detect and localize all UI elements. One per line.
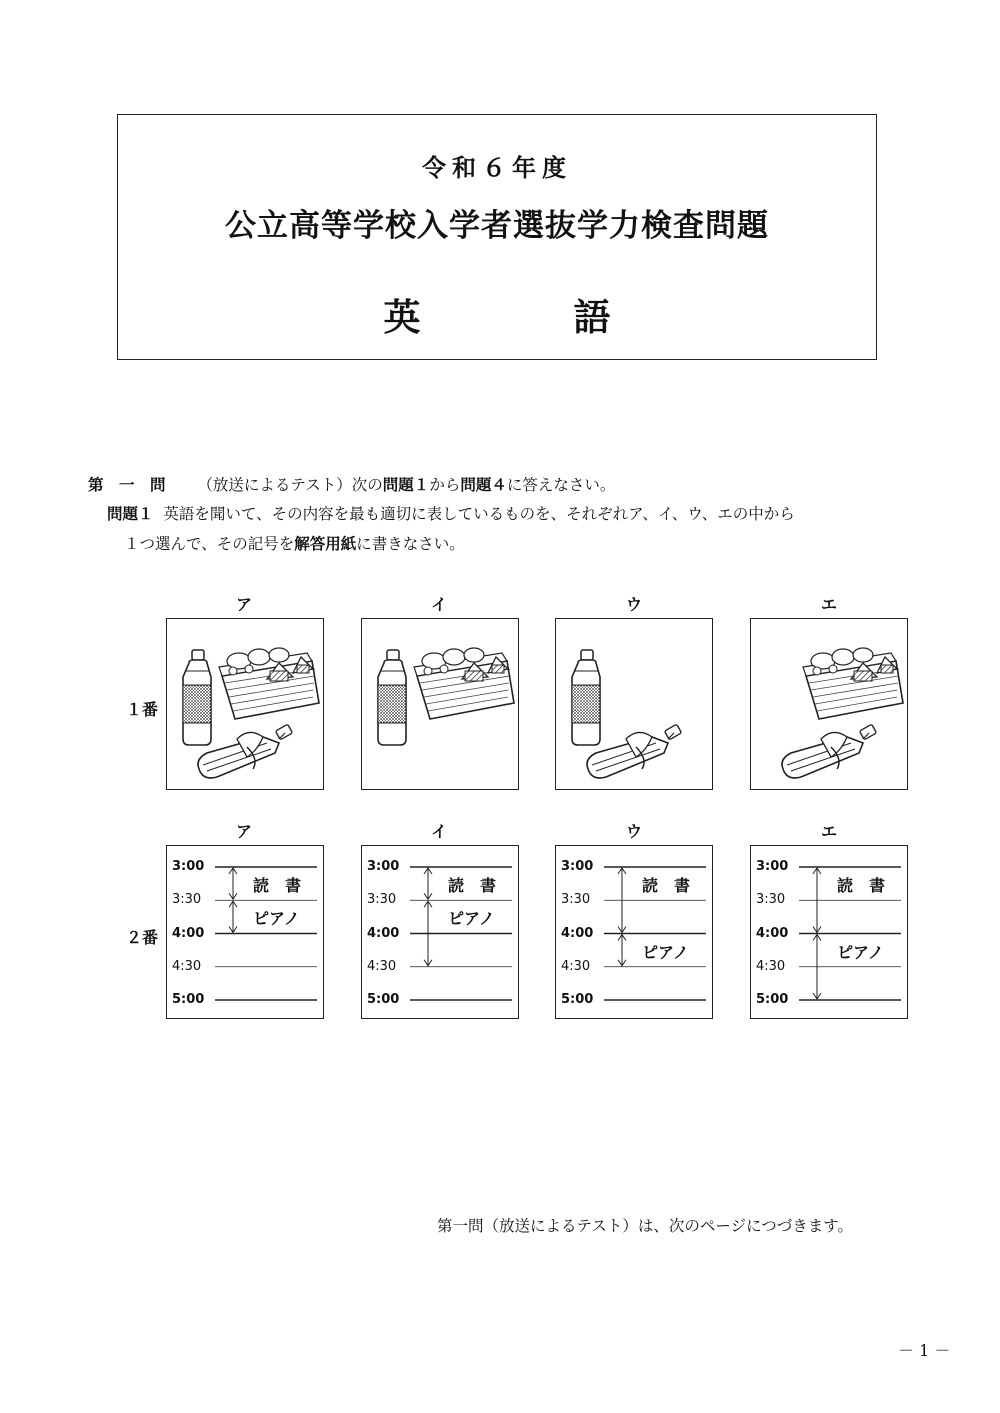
piano-label: ピアノ: [253, 909, 300, 929]
title-box: [117, 114, 877, 360]
water-bottle-icon: [183, 650, 211, 745]
q2-schedule-panel-e: [750, 845, 908, 1019]
instruction-pre: 次の: [351, 476, 383, 494]
piano-label: ピアノ: [448, 909, 495, 929]
choice-label-e-row1: エ: [820, 595, 837, 614]
water-bottle-icon: [572, 650, 600, 745]
instruction-mid: から: [429, 476, 461, 494]
time-label: 4:00: [172, 925, 205, 941]
section-heading-line: [88, 474, 615, 496]
choice-label-a-row1: ア: [235, 595, 252, 614]
problem1-label: 問題１: [107, 505, 154, 523]
choice-label-e-row2: エ: [820, 822, 837, 841]
water-bottle-icon: [378, 650, 406, 745]
answer-sheet-term: 解答用紙: [294, 535, 357, 553]
choice-label-u-row1: ウ: [625, 595, 642, 614]
instruction-post: に答えなさい。: [506, 476, 616, 494]
folded-umbrella-icon: [782, 724, 877, 778]
time-label: 4:00: [561, 925, 594, 941]
folded-umbrella-icon: [198, 724, 293, 778]
piano-label: ピアノ: [642, 942, 689, 962]
time-label: 3:30: [561, 892, 591, 908]
instruction-bold-2: 問題４: [460, 476, 507, 494]
problem1-text2-post: に書きなさい。: [356, 535, 465, 553]
problem1-line1: [107, 503, 795, 525]
time-label: 4:30: [756, 958, 786, 974]
problem1-line2: [124, 533, 465, 555]
question1-label: １番: [126, 700, 159, 719]
time-label: 3:00: [367, 859, 400, 874]
piano-label: ピアノ: [837, 942, 884, 962]
time-label: 5:00: [367, 992, 400, 1007]
q2-schedule-panel-u: [555, 845, 713, 1019]
time-label: 4:30: [561, 958, 591, 974]
q1-panel-e: [750, 618, 908, 790]
folded-umbrella-icon: [587, 724, 682, 778]
time-label: 4:30: [367, 958, 397, 974]
time-label: 3:00: [561, 859, 594, 874]
reading-label: 読 書: [253, 876, 302, 895]
reading-duration-arrow: [229, 868, 237, 899]
problem1-text2-pre: １つ選んで、その記号を: [124, 535, 295, 553]
piano-duration-arrow: [229, 901, 237, 932]
choice-label-i-row1: イ: [430, 595, 447, 614]
reading-label: 読 書: [837, 876, 886, 895]
time-label: 4:00: [756, 925, 789, 941]
subject-title: 英 語: [383, 296, 669, 339]
time-label: 4:00: [367, 925, 400, 941]
piano-duration-arrow: [618, 935, 626, 966]
choice-label-u-row2: ウ: [625, 822, 642, 841]
section-heading-note: （放送によるテスト）: [197, 476, 352, 494]
choice-label-i-row2: イ: [430, 822, 447, 841]
time-label: 3:30: [367, 892, 397, 908]
section-heading: 第 一 問: [88, 476, 166, 494]
bento-basket-icon: [219, 648, 319, 719]
time-label: 4:30: [172, 958, 202, 974]
time-label: 5:00: [756, 992, 789, 1007]
time-label: 3:30: [756, 892, 786, 908]
reading-label: 読 書: [642, 876, 691, 895]
question2-label: ２番: [126, 928, 159, 947]
q2-schedule-panel-i: [361, 845, 519, 1019]
continue-note: 第一問（放送によるテスト）は、次のページにつづきます。: [437, 1217, 854, 1235]
reading-label: 読 書: [448, 876, 497, 895]
problem1-text1: 英語を聞いて、その内容を最も適切に表しているものを、それぞれア、イ、ウ、エの中から: [163, 505, 795, 523]
time-label: 3:00: [756, 859, 789, 874]
q1-panel-i: [361, 618, 519, 790]
time-label: 3:00: [172, 859, 205, 874]
exam-title: 公立高等学校入学者選抜学力検査問題: [225, 208, 769, 244]
bento-basket-icon: [803, 648, 903, 719]
q1-panel-u: [555, 618, 713, 790]
instruction-bold-1: 問題１: [382, 476, 430, 494]
q2-schedule-panel-a: [166, 845, 324, 1019]
q1-panel-a: [166, 618, 324, 790]
bento-basket-icon: [414, 648, 514, 719]
reading-duration-arrow: [424, 868, 432, 899]
time-label: 5:00: [561, 992, 594, 1007]
time-label: 3:30: [172, 892, 202, 908]
choice-label-a-row2: ア: [235, 822, 252, 841]
page-number: － 1 －: [898, 1341, 951, 1360]
era-year: 令和６年度: [422, 154, 572, 182]
time-label: 5:00: [172, 992, 205, 1007]
